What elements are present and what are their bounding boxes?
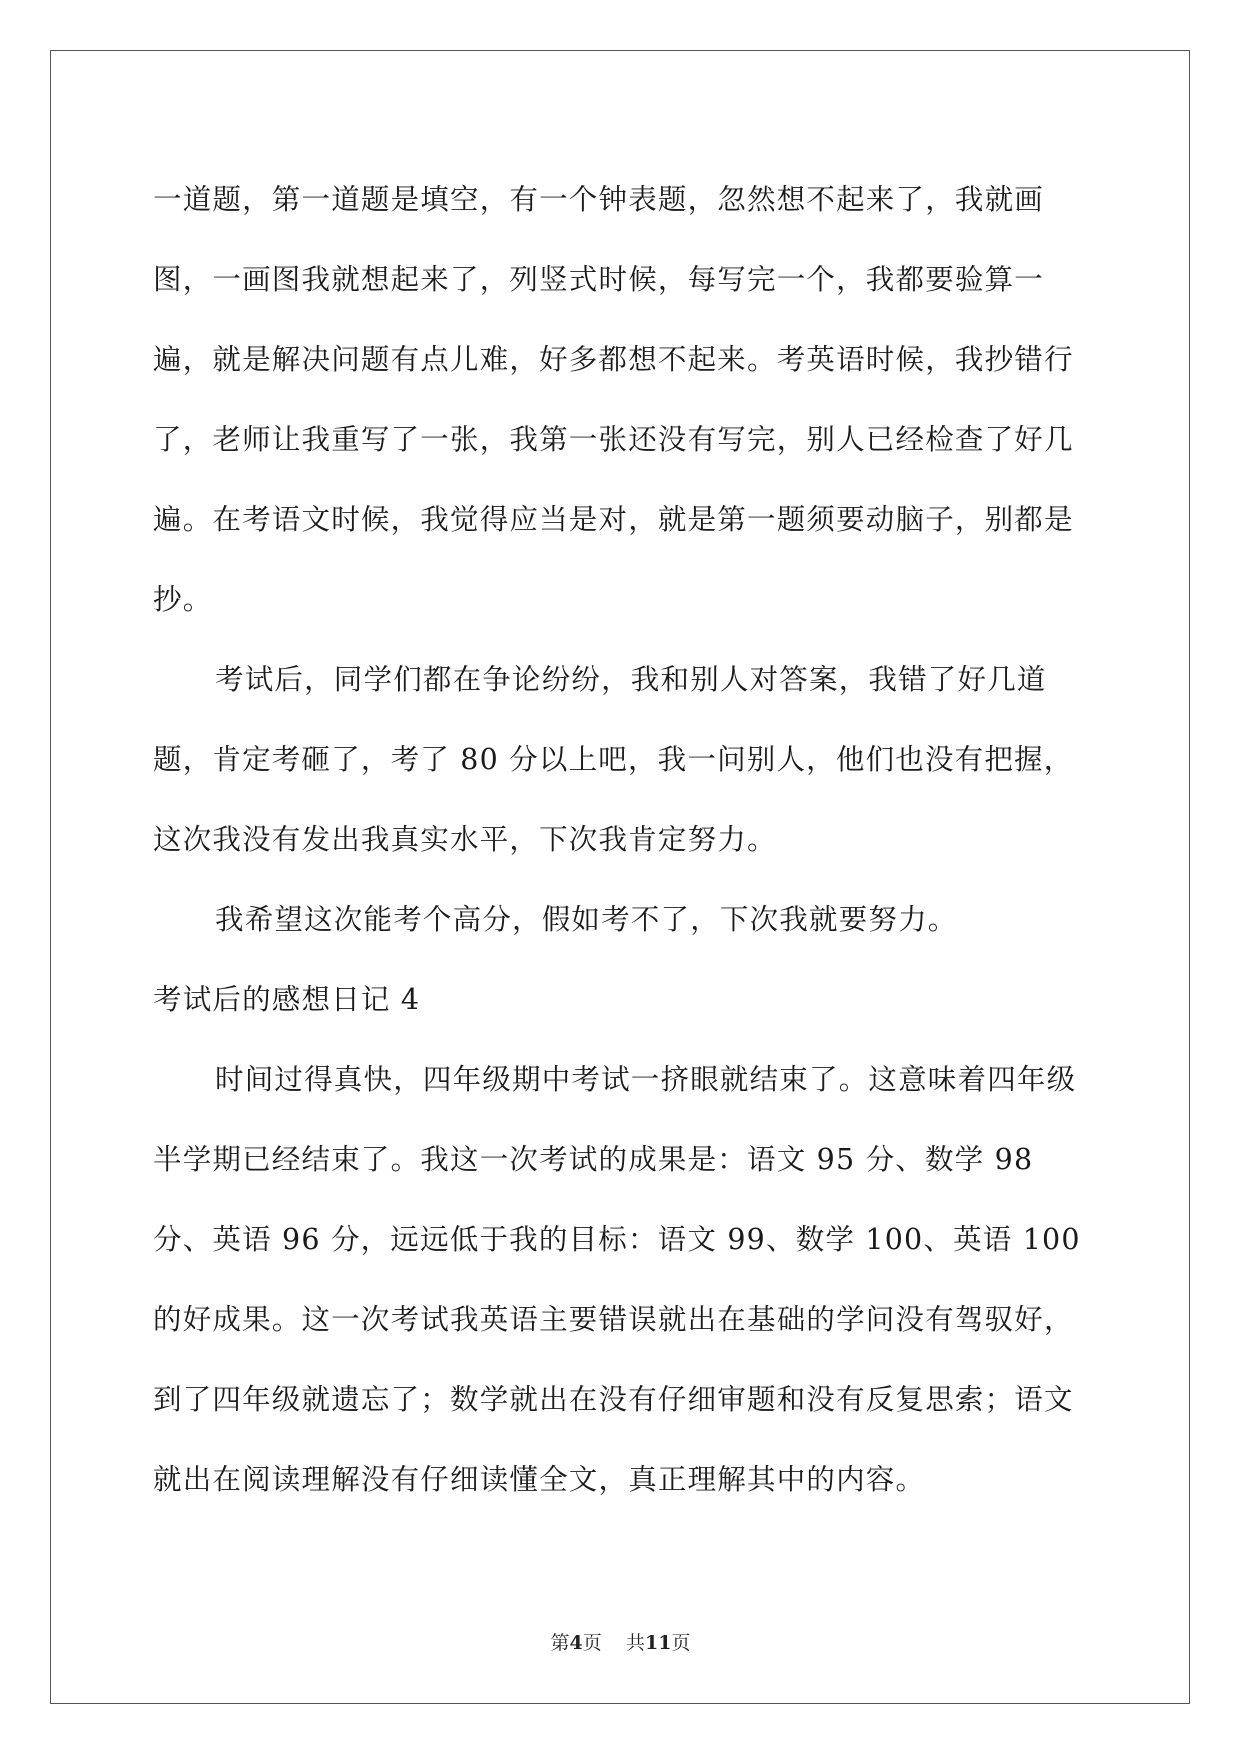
- paragraph: 时间过得真快，四年级期中考试一挤眼就结束了。这意味着四年级半学期已经结束了。我这一次考试的成果是：语文 95 分、数学 98 分、英语 96 分，远远低于我的目标：语文 99、数学 100、英语 100 的好成果。这一次考试我英语主要错误就出在基础的学问没有驾驭好，到了四年级就遗忘了；数学就出在没有仔细审题和没有反复思索；语文就出在阅读理解没有仔细读懂全文，真正理解其中的内容。: [153, 1063, 1081, 1496]
- paragraph: 我希望这次能考个高分，假如考不了，下次我就要努力。: [215, 903, 958, 936]
- page-current: 4: [569, 1632, 583, 1654]
- document-body: [153, 160, 1093, 1520]
- page-total: 11: [644, 1632, 672, 1654]
- page-unit: 页: [582, 1632, 602, 1654]
- page-prefix: 第: [550, 1632, 570, 1654]
- total-unit: 页: [671, 1632, 691, 1654]
- paragraph: 一道题，第一道题是填空，有一个钟表题，忽然想不起来了，我就画图，一画图我就想起来了，列竖式时候，每写完一个，我都要验算一遍，就是解决问题有点儿难，好多都想不起来。考英语时候，我抄错行了，老师让我重写了一张，我第一张还没有写完，别人已经检查了好几遍。在考语文时候，我觉得应当是对，就是第一题须要动脑子，别都是抄。: [153, 183, 1074, 616]
- section-heading: 考试后的感想日记 4: [153, 983, 421, 1016]
- total-prefix: 共: [625, 1632, 645, 1654]
- page-footer: [0, 1628, 1241, 1655]
- paragraph: 考试后，同学们都在争论纷纷，我和别人对答案，我错了好几道题，肯定考砸了，考了 80 分以上吧，我一问别人，他们也没有把握，这次我没有发出我真实水平，下次我肯定努力。: [153, 663, 1074, 856]
